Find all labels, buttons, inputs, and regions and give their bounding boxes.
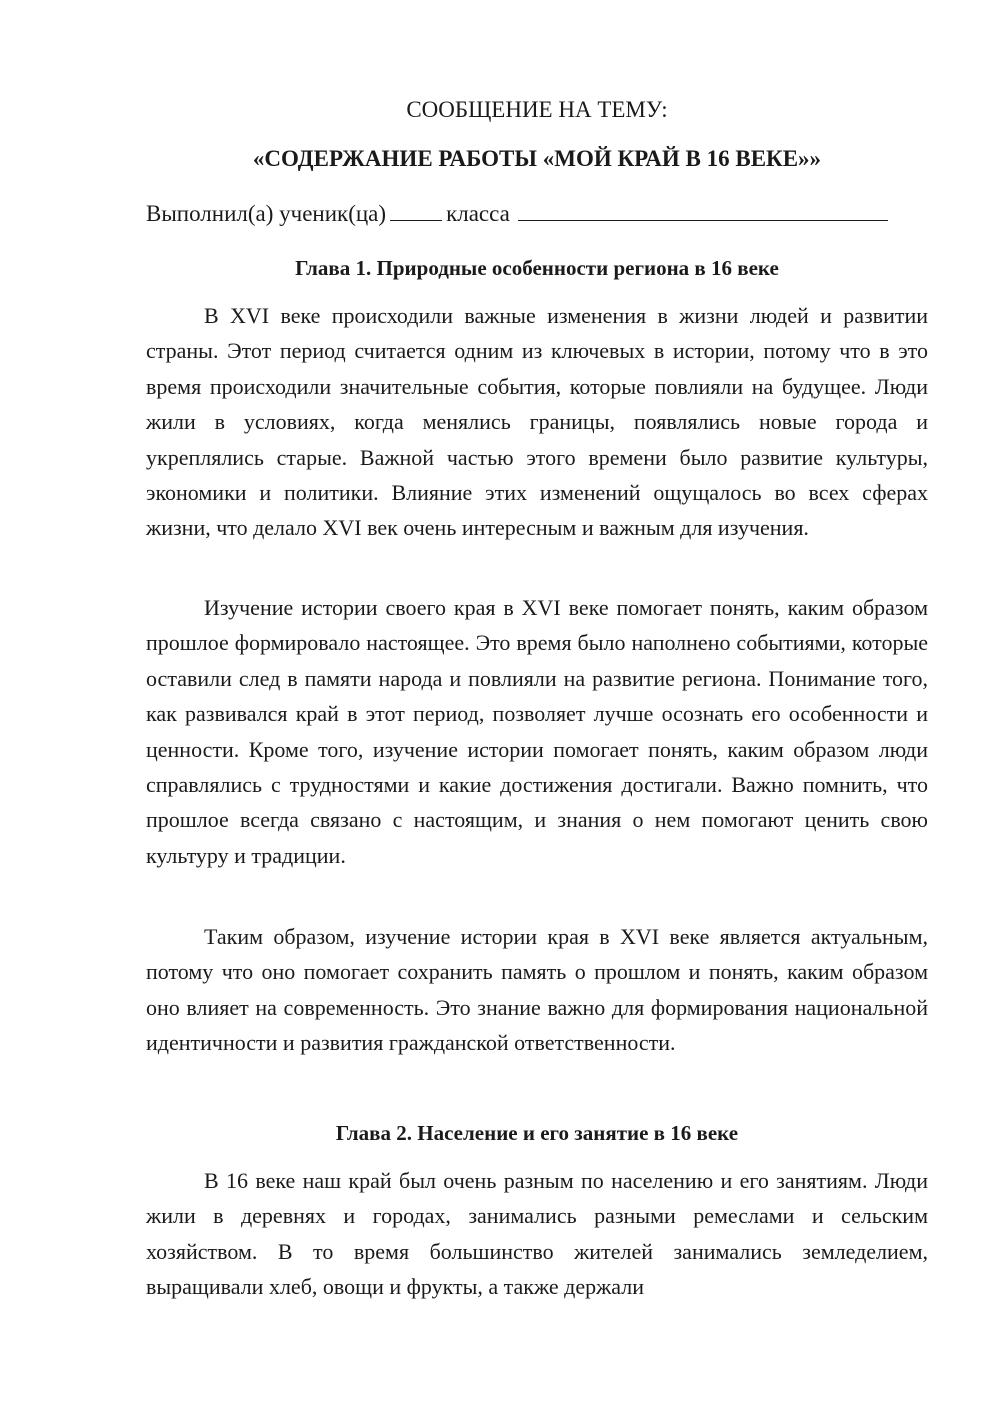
chapter-1-paragraph-3: Таким образом, изучение истории края в XVI веке является актуальным, потому что оно помогает сохранить память о прошлом и понять, каким образом оно влияет на современность. Это знание важно для формирования национальной идентичности и развития гражданской ответственности. bbox=[146, 924, 928, 1056]
chapter-1-paragraph-2: Изучение истории своего края в XVI веке помогает понять, каким образом прошлое формировало настоящее. Это время было наполнено событиями, которые оставили след в памяти народа и повлияли на развитие региона. Понимание того, как развивался край в этот период, позволяет лучше осознать его особенности и ценности. Кроме того, изучение истории помогает понять, каким образом люди справлялись с трудностями и какие достижения достигали. Важно помнить, что прошлое всегда связано с настоящим, и знания о нем помогают ценить свою культуру и традиции. bbox=[146, 595, 928, 868]
author-line bbox=[146, 198, 928, 229]
class-name-blank bbox=[518, 198, 888, 221]
chapter-2-heading: Глава 2. Население и его занятие в 16 веке bbox=[335, 1121, 739, 1145]
author-label: Выполнил(а) ученик(ца) bbox=[146, 201, 387, 226]
chapter-1-heading: Глава 1. Природные особенности региона в 16 веке bbox=[295, 256, 779, 280]
class-label: класса bbox=[446, 201, 510, 226]
title-line-1: СООБЩЕНИЕ НА ТЕМУ: bbox=[406, 97, 668, 122]
chapter-1-paragraph-1: В XVI веке происходили важные изменения в жизни людей и развитии страны. Этот период считается одним из ключевых в истории, потому что в это время происходили значительные события, которые повлияли на будущее. Люди жили в условиях, когда менялись границы, появлялись новые города и укреплялись старые. Важной частью этого времени было развитие культуры, экономики и политики. Влияние этих изменений ощущалось во всех сферах жизни, что делало XVI век очень интересным и важным для изучения. bbox=[146, 303, 928, 541]
title-line-2: «СОДЕРЖАНИЕ РАБОТЫ «МОЙ КРАЙ В 16 ВЕКЕ»» bbox=[252, 146, 822, 171]
chapter-2-paragraph-1: В 16 веке наш край был очень разным по населению и его занятиям. Люди жили в деревнях и городах, занимались разными ремеслами и сельским хозяйством. В то время большинство жителей занимались земледелием, выращивали хлеб, овощи и фрукты, а также держали bbox=[146, 1168, 928, 1300]
class-number-blank bbox=[390, 198, 442, 221]
